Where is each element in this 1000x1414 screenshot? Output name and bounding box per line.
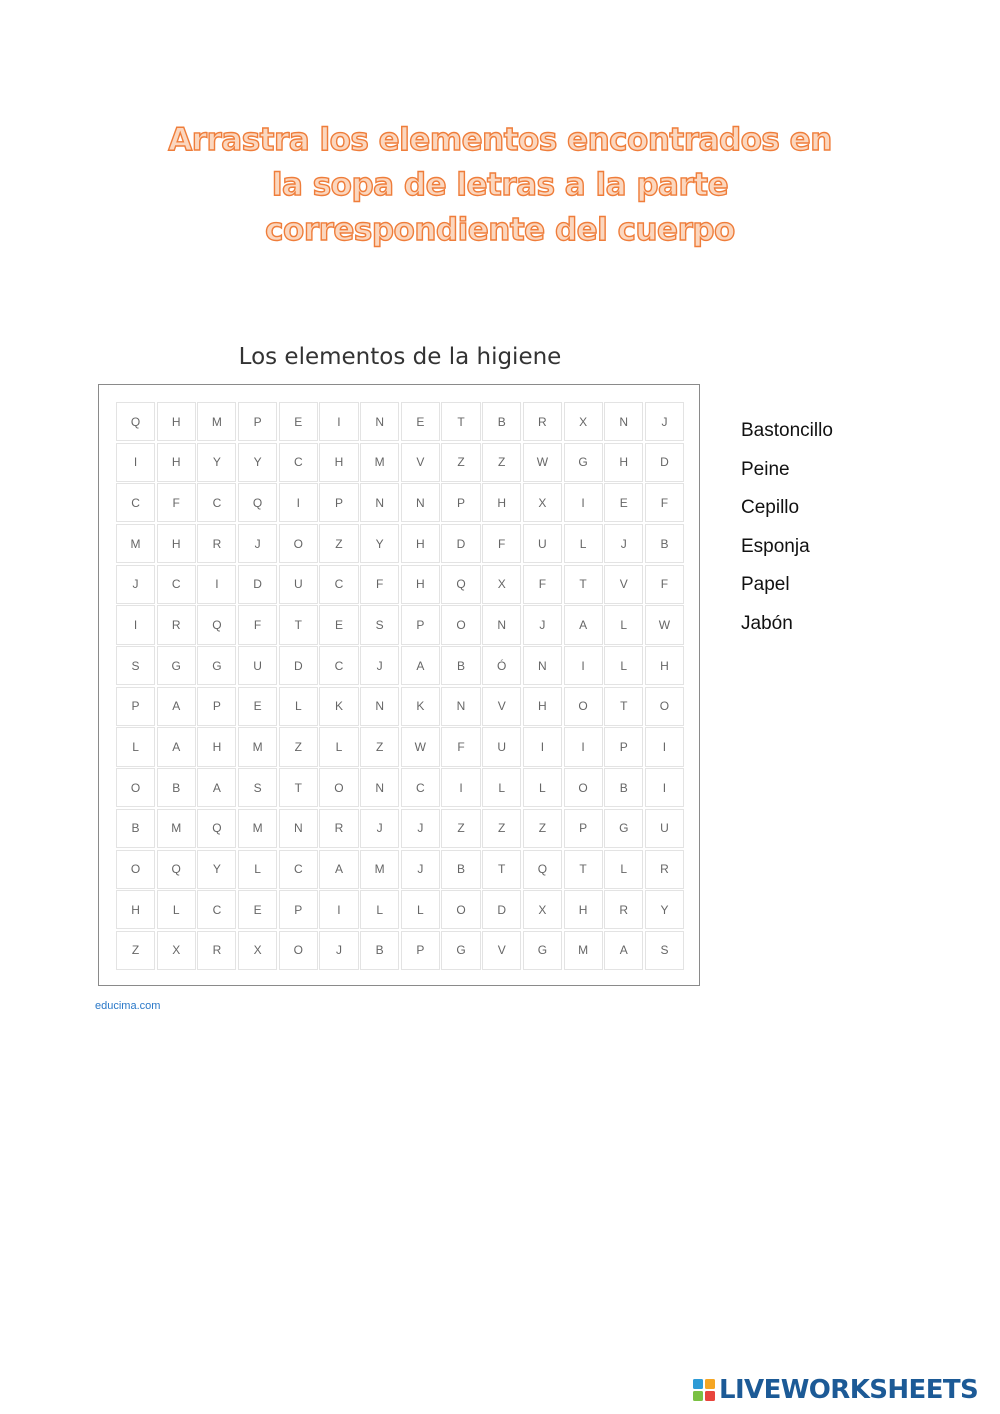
letter-cell[interactable]: N	[482, 605, 521, 644]
letter-cell[interactable]: R	[319, 809, 358, 848]
letter-cell[interactable]: W	[645, 605, 684, 644]
letter-cell[interactable]: C	[116, 483, 155, 522]
letter-cell[interactable]: M	[116, 524, 155, 563]
word-item[interactable]: Peine	[741, 458, 790, 480]
letter-cell[interactable]: L	[523, 768, 562, 807]
wordsearch-title: Los elementos de la higiene	[238, 344, 562, 370]
letter-cell[interactable]: X	[238, 931, 277, 970]
letter-cell[interactable]: I	[645, 768, 684, 807]
letter-cell[interactable]: C	[401, 768, 440, 807]
letter-cell[interactable]: X	[523, 483, 562, 522]
letter-cell[interactable]: H	[197, 727, 236, 766]
liveworksheets-logo-icon	[692, 1378, 716, 1402]
letter-cell[interactable]: M	[238, 809, 277, 848]
letter-cell[interactable]: H	[157, 443, 196, 482]
letter-cell[interactable]: Q	[197, 809, 236, 848]
letter-cell[interactable]: T	[279, 768, 318, 807]
letter-cell[interactable]: S	[645, 931, 684, 970]
letter-cell[interactable]: H	[482, 483, 521, 522]
letter-cell[interactable]: P	[238, 402, 277, 441]
letter-cell[interactable]: O	[279, 931, 318, 970]
letter-cell[interactable]: F	[441, 727, 480, 766]
letter-cell[interactable]: A	[157, 687, 196, 726]
letter-cell[interactable]: J	[523, 605, 562, 644]
letter-cell[interactable]: C	[279, 443, 318, 482]
letter-cell[interactable]: P	[319, 483, 358, 522]
letter-cell[interactable]: K	[401, 687, 440, 726]
letter-cell[interactable]: W	[401, 727, 440, 766]
letter-cell[interactable]: B	[157, 768, 196, 807]
letter-cell[interactable]: N	[523, 646, 562, 685]
letter-cell[interactable]: Z	[523, 809, 562, 848]
word-item[interactable]: Cepillo	[741, 497, 800, 518]
letter-cell[interactable]: P	[604, 727, 643, 766]
letter-cell[interactable]: E	[238, 687, 277, 726]
letter-cell[interactable]: E	[401, 402, 440, 441]
letter-cell[interactable]: O	[116, 768, 155, 807]
letter-cell[interactable]: Z	[116, 931, 155, 970]
letter-cell[interactable]: T	[482, 850, 521, 889]
letter-cell[interactable]: C	[319, 646, 358, 685]
letter-cell[interactable]: O	[564, 768, 603, 807]
letter-cell[interactable]: R	[197, 524, 236, 563]
letter-cell[interactable]: M	[197, 402, 236, 441]
letter-cell[interactable]: B	[482, 402, 521, 441]
letter-cell[interactable]: P	[401, 605, 440, 644]
letter-cell[interactable]: H	[157, 402, 196, 441]
letter-cell[interactable]: C	[197, 483, 236, 522]
letter-cell[interactable]: F	[645, 483, 684, 522]
letter-cell[interactable]: J	[116, 565, 155, 604]
letter-cell[interactable]: N	[441, 687, 480, 726]
letter-cell[interactable]: I	[564, 483, 603, 522]
letter-cell[interactable]: T	[604, 687, 643, 726]
letter-cell[interactable]: B	[116, 809, 155, 848]
letter-cell[interactable]: R	[604, 890, 643, 929]
letter-cell[interactable]: X	[157, 931, 196, 970]
letter-cell[interactable]: L	[279, 687, 318, 726]
letter-cell[interactable]: E	[238, 890, 277, 929]
letter-cell[interactable]: N	[604, 402, 643, 441]
letter-cell[interactable]: A	[157, 727, 196, 766]
letter-cell[interactable]: M	[564, 931, 603, 970]
letter-cell[interactable]: G	[604, 809, 643, 848]
letter-cell[interactable]: H	[523, 687, 562, 726]
letter-cell[interactable]: V	[482, 687, 521, 726]
letter-cell[interactable]: L	[319, 727, 358, 766]
word-item[interactable]: Jabón	[741, 612, 793, 634]
letter-cell[interactable]: L	[564, 524, 603, 563]
letter-cell[interactable]: N	[279, 809, 318, 848]
letter-cell[interactable]: H	[401, 524, 440, 563]
letter-cell[interactable]: D	[441, 524, 480, 563]
letter-cell[interactable]: F	[238, 605, 277, 644]
letter-cell[interactable]: P	[116, 687, 155, 726]
letter-cell[interactable]: Q	[441, 565, 480, 604]
letter-cell[interactable]: Y	[645, 890, 684, 929]
letter-cell[interactable]: T	[564, 565, 603, 604]
letter-cell[interactable]: P	[279, 890, 318, 929]
letter-cell[interactable]: H	[604, 443, 643, 482]
letter-cell[interactable]: H	[157, 524, 196, 563]
letter-cell[interactable]: F	[482, 524, 521, 563]
letter-cell[interactable]: I	[441, 768, 480, 807]
letter-cell[interactable]: A	[319, 850, 358, 889]
letter-cell[interactable]: E	[604, 483, 643, 522]
letter-cell[interactable]: X	[482, 565, 521, 604]
letter-cell[interactable]: L	[238, 850, 277, 889]
letter-cell[interactable]: P	[197, 687, 236, 726]
letter-cell[interactable]: H	[645, 646, 684, 685]
letter-cell[interactable]: D	[645, 443, 684, 482]
letter-cell[interactable]: O	[116, 850, 155, 889]
letter-cell[interactable]: L	[604, 850, 643, 889]
letter-cell[interactable]: Z	[360, 727, 399, 766]
letter-cell[interactable]: R	[523, 402, 562, 441]
letter-cell[interactable]: I	[319, 402, 358, 441]
letter-cell[interactable]: M	[360, 443, 399, 482]
letter-cell[interactable]: Z	[441, 809, 480, 848]
letter-cell[interactable]: A	[604, 931, 643, 970]
letter-cell[interactable]: C	[157, 565, 196, 604]
letter-cell[interactable]: J	[604, 524, 643, 563]
letter-cell[interactable]: S	[238, 768, 277, 807]
letter-cell[interactable]: V	[604, 565, 643, 604]
letter-cell[interactable]: F	[157, 483, 196, 522]
letter-cell[interactable]: M	[238, 727, 277, 766]
letter-cell[interactable]: F	[360, 565, 399, 604]
letter-cell[interactable]: T	[441, 402, 480, 441]
letter-cell[interactable]: Ó	[482, 646, 521, 685]
letter-cell[interactable]: M	[157, 809, 196, 848]
letter-cell[interactable]: B	[645, 524, 684, 563]
letter-cell[interactable]: I	[523, 727, 562, 766]
letter-cell[interactable]: F	[645, 565, 684, 604]
letter-cell[interactable]: I	[197, 565, 236, 604]
letter-cell[interactable]: R	[645, 850, 684, 889]
letter-cell[interactable]: B	[360, 931, 399, 970]
letter-cell[interactable]: H	[401, 565, 440, 604]
letter-cell[interactable]: X	[523, 890, 562, 929]
letter-cell[interactable]: H	[564, 890, 603, 929]
letter-cell[interactable]: H	[319, 443, 358, 482]
letter-cell[interactable]: D	[279, 646, 318, 685]
letter-cell[interactable]: N	[401, 483, 440, 522]
letter-cell[interactable]: D	[238, 565, 277, 604]
letter-cell[interactable]: V	[401, 443, 440, 482]
letter-cell[interactable]: Z	[319, 524, 358, 563]
letter-cell[interactable]: O	[279, 524, 318, 563]
letter-cell[interactable]: F	[523, 565, 562, 604]
letter-cell[interactable]: S	[116, 646, 155, 685]
letter-cell[interactable]: U	[238, 646, 277, 685]
letter-cell[interactable]: L	[604, 646, 643, 685]
letter-cell[interactable]: G	[564, 443, 603, 482]
letter-cell[interactable]: J	[401, 809, 440, 848]
letter-cell[interactable]: N	[360, 483, 399, 522]
letter-cell[interactable]: L	[116, 727, 155, 766]
letter-cell[interactable]: G	[523, 931, 562, 970]
letter-cell[interactable]: P	[401, 931, 440, 970]
letter-cell[interactable]: R	[197, 931, 236, 970]
letter-cell[interactable]: B	[604, 768, 643, 807]
letter-cell[interactable]: Z	[279, 727, 318, 766]
letter-cell[interactable]: L	[360, 890, 399, 929]
letter-cell[interactable]: Q	[197, 605, 236, 644]
wordsearch-grid	[116, 402, 684, 970]
letter-cell[interactable]: Z	[482, 443, 521, 482]
letter-cell[interactable]: T	[564, 850, 603, 889]
letter-cell[interactable]: T	[279, 605, 318, 644]
letter-cell[interactable]: A	[197, 768, 236, 807]
letter-cell[interactable]: J	[238, 524, 277, 563]
letter-cell[interactable]: A	[564, 605, 603, 644]
letter-cell[interactable]: L	[401, 890, 440, 929]
letter-cell[interactable]: N	[360, 402, 399, 441]
letter-cell[interactable]: W	[523, 443, 562, 482]
letter-cell[interactable]: C	[319, 565, 358, 604]
letter-cell[interactable]: U	[523, 524, 562, 563]
letter-cell[interactable]: L	[604, 605, 643, 644]
letter-cell[interactable]: L	[482, 768, 521, 807]
letter-cell[interactable]: Q	[523, 850, 562, 889]
letter-cell[interactable]: I	[116, 605, 155, 644]
brand-name: LIVEWORKSHEETS	[719, 1375, 979, 1405]
wordsearch-frame	[98, 384, 700, 986]
letter-cell[interactable]: L	[157, 890, 196, 929]
letter-cell[interactable]: Y	[197, 850, 236, 889]
letter-cell[interactable]: R	[157, 605, 196, 644]
letter-cell[interactable]: O	[645, 687, 684, 726]
letter-cell[interactable]: Y	[197, 443, 236, 482]
letter-cell[interactable]: O	[441, 890, 480, 929]
letter-cell[interactable]: O	[441, 605, 480, 644]
letter-cell[interactable]: C	[279, 850, 318, 889]
letter-cell[interactable]: H	[116, 890, 155, 929]
letter-cell[interactable]: P	[441, 483, 480, 522]
letter-cell[interactable]: K	[319, 687, 358, 726]
letter-cell[interactable]: M	[360, 850, 399, 889]
letter-cell[interactable]: I	[564, 727, 603, 766]
letter-cell[interactable]: G	[157, 646, 196, 685]
letter-cell[interactable]: Q	[157, 850, 196, 889]
letter-cell[interactable]: I	[645, 727, 684, 766]
letter-cell[interactable]: O	[319, 768, 358, 807]
letter-cell[interactable]: J	[319, 931, 358, 970]
letter-cell[interactable]: P	[564, 809, 603, 848]
letter-cell[interactable]: I	[279, 483, 318, 522]
letter-cell[interactable]: J	[401, 850, 440, 889]
letter-cell[interactable]: I	[564, 646, 603, 685]
word-item[interactable]: Bastoncillo	[741, 420, 833, 441]
letter-cell[interactable]: N	[360, 687, 399, 726]
letter-cell[interactable]: U	[279, 565, 318, 604]
letter-cell[interactable]: Z	[441, 443, 480, 482]
letter-cell[interactable]: Y	[238, 443, 277, 482]
letter-cell[interactable]: I	[116, 443, 155, 482]
letter-cell[interactable]: U	[482, 727, 521, 766]
letter-cell[interactable]: Q	[238, 483, 277, 522]
word-item[interactable]: Papel	[741, 574, 790, 595]
letter-cell[interactable]: E	[319, 605, 358, 644]
instruction-heading: Arrastra los elementos encontrados en la sopa de letras a la parte correspondiente del cuerpo	[168, 122, 832, 248]
letter-cell[interactable]: B	[441, 850, 480, 889]
letter-cell[interactable]: X	[564, 402, 603, 441]
letter-cell[interactable]: J	[360, 646, 399, 685]
letter-cell[interactable]: S	[360, 605, 399, 644]
letter-cell[interactable]: D	[482, 890, 521, 929]
letter-cell[interactable]: G	[441, 931, 480, 970]
word-item[interactable]: Esponja	[741, 535, 810, 557]
credit-link[interactable]: educima.com	[95, 1000, 161, 1012]
letter-cell[interactable]: B	[441, 646, 480, 685]
letter-cell[interactable]: E	[279, 402, 318, 441]
letter-cell[interactable]: I	[319, 890, 358, 929]
letter-cell[interactable]: A	[401, 646, 440, 685]
letter-cell[interactable]: C	[197, 890, 236, 929]
letter-cell[interactable]: U	[645, 809, 684, 848]
letter-cell[interactable]: N	[360, 768, 399, 807]
letter-cell[interactable]: Y	[360, 524, 399, 563]
letter-cell[interactable]: G	[197, 646, 236, 685]
letter-cell[interactable]: O	[564, 687, 603, 726]
letter-cell[interactable]: J	[360, 809, 399, 848]
word-list	[741, 417, 833, 648]
letter-cell[interactable]: V	[482, 931, 521, 970]
letter-cell[interactable]: Z	[482, 809, 521, 848]
brand-logo	[692, 1374, 978, 1406]
letter-cell[interactable]: Q	[116, 402, 155, 441]
letter-cell[interactable]: J	[645, 402, 684, 441]
